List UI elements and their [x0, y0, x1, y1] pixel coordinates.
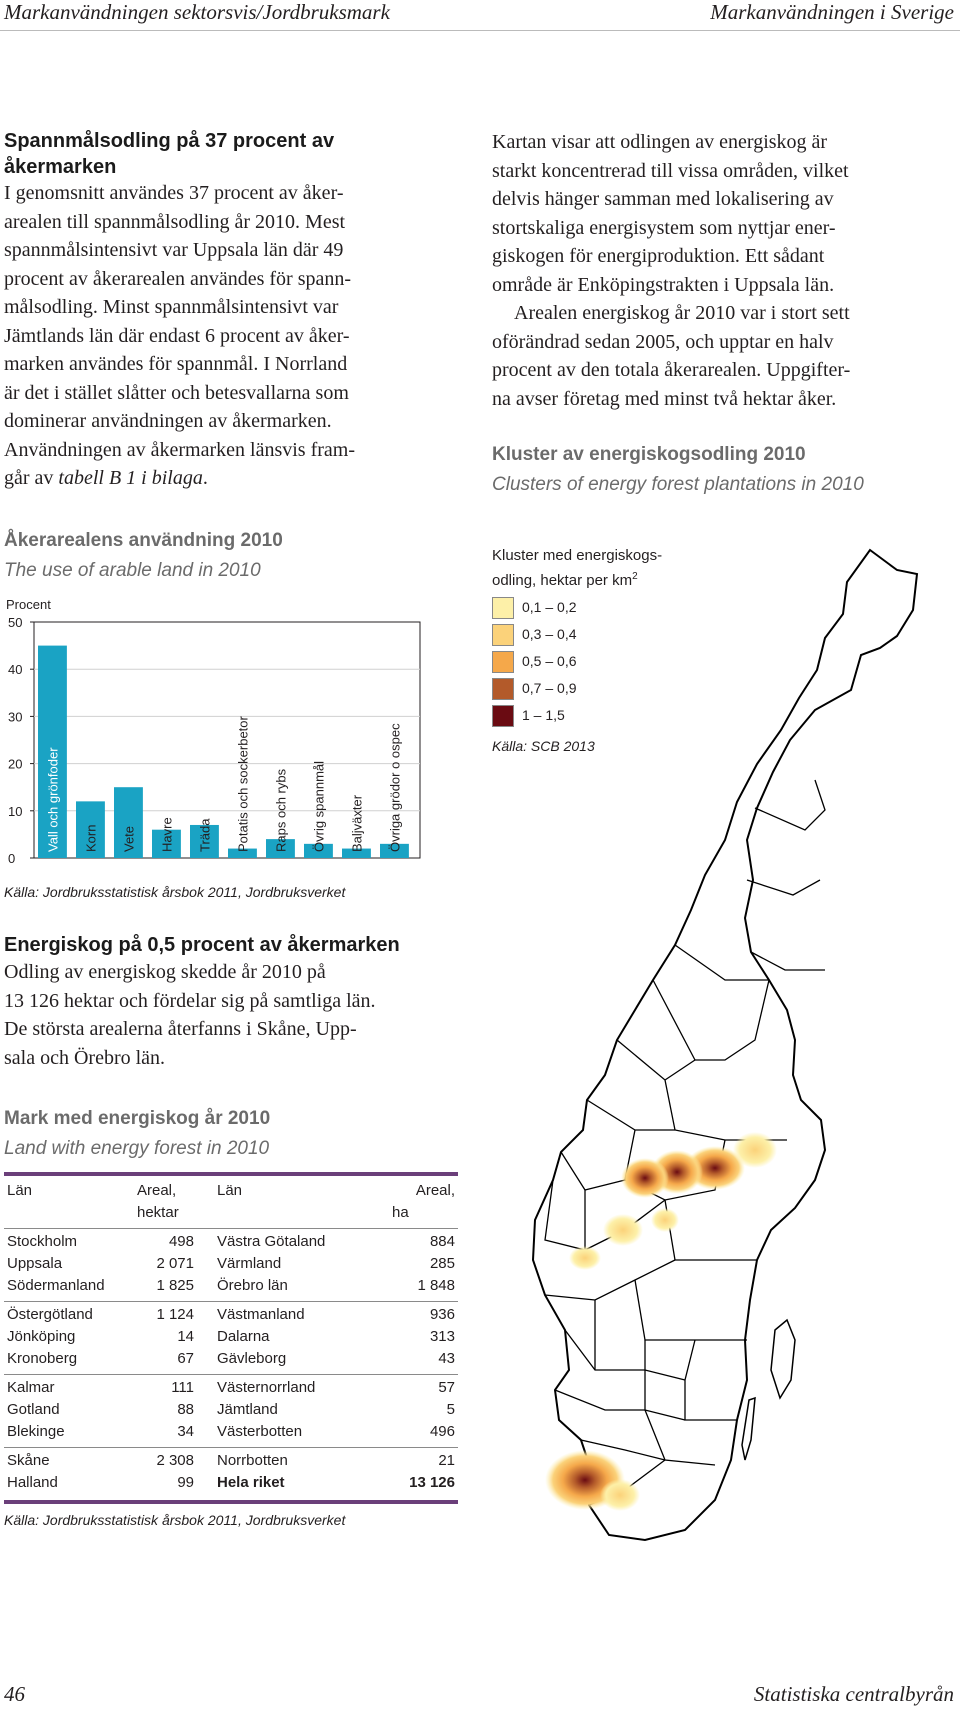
bar-category-label: Potatis och sockerbetor [235, 716, 251, 852]
legend-label: 0,7 – 0,9 [522, 680, 577, 696]
county-area: 936 [429, 1306, 455, 1323]
section-cereal-last-line [4, 464, 444, 493]
legend-title-line1: Kluster med energiskogs- [492, 547, 663, 564]
table-row [4, 1450, 458, 1472]
county-name: Norrbotten [217, 1452, 288, 1469]
chart-title: Åkerarealens användning 2010 [4, 530, 283, 551]
table-row [4, 1304, 458, 1326]
legend-label: 1 – 1,5 [522, 707, 565, 723]
section-right-lines-line: Kartan visar att odlingen av energiskog är [492, 131, 828, 153]
header-unit-1: hektar [137, 1204, 179, 1221]
table-group-rule [4, 1374, 458, 1375]
section1-lines-line: Användningen av åkermarken länsvis fram- [4, 438, 355, 461]
section1-lines-line: I genomsnitt användes 37 procent av åker- [4, 182, 344, 204]
bar-category-label: Vall och grönfoder [45, 747, 61, 852]
legend-swatch [492, 651, 514, 673]
county-name: Jönköping [7, 1328, 76, 1345]
county-area: 88 [177, 1401, 194, 1418]
county-name: Östergötland [7, 1306, 93, 1323]
legend-swatch [492, 678, 514, 700]
section2-lines-line: sala och Örebro län. [4, 1046, 166, 1069]
energy-forest-table [4, 1180, 458, 1504]
running-header-left: Markanvändningen sektorsvis/Jordbruksmark [4, 0, 390, 24]
header-unit-2: ha [392, 1204, 409, 1221]
bar-category-label: Havre [159, 817, 175, 852]
y-tick-label: 0 [8, 851, 16, 866]
county-area: 1 825 [156, 1277, 194, 1294]
county-area: 285 [429, 1255, 455, 1272]
section-cereal [4, 128, 444, 493]
county-name: Dalarna [217, 1328, 270, 1345]
county-name: Kronoberg [7, 1350, 78, 1367]
county-name: Västerbotten [217, 1423, 303, 1440]
table-row [4, 1377, 458, 1399]
section-right-lines-line: delvis hänger samman med lokalisering av [492, 188, 834, 210]
county-area: 884 [429, 1233, 455, 1250]
y-tick-label: 30 [8, 709, 23, 725]
table-header [4, 1180, 458, 1224]
table-group-rule [4, 1301, 458, 1302]
county-area: 99 [177, 1474, 194, 1491]
county-name: Kalmar [7, 1379, 55, 1396]
table-group [4, 1304, 458, 1370]
map-text-para1 [492, 128, 952, 299]
county-area: 498 [168, 1233, 194, 1250]
legend-title-line2: odling, hektar per km [492, 572, 633, 589]
last-line-suffix: . [202, 467, 208, 489]
section1-lines-line: arealen till spannmålsodling år 2010. Mest [4, 210, 346, 233]
section-right-para2-line: procent av den totala åkerarealen. Uppgifter- [492, 359, 851, 381]
table-subtitle: Land with energy forest in 2010 [4, 1138, 270, 1159]
y-tick-label: 50 [8, 615, 23, 630]
header-areal-2: Areal, [415, 1182, 455, 1199]
header-lan-2: Län [217, 1182, 243, 1199]
section2-lines-line: Odling av energiskog skedde år 2010 på [4, 961, 326, 983]
y-tick-label: 10 [8, 803, 23, 819]
county-area: 14 [177, 1328, 194, 1345]
county-name: Södermanland [7, 1277, 105, 1294]
table-row [4, 1421, 458, 1443]
county-name: Hela riket [217, 1474, 285, 1491]
section-cereal-title [4, 128, 444, 180]
section1-lines-line: Jämtlands län där endast 6 procent av åker- [4, 324, 350, 347]
section1-lines-line: målsodling. Minst spannmålsintensivt var [4, 296, 339, 318]
table-source: Källa: Jordbruksstatistisk årsbok 2011, Jordbruksverket [4, 1512, 346, 1528]
legend-swatch [492, 597, 514, 619]
bar-category-label: Korn [83, 824, 99, 852]
county-name: Västra Götaland [217, 1233, 326, 1250]
y-tick-label: 20 [8, 756, 23, 772]
county-name: Skåne [7, 1452, 50, 1469]
section1-lines-line: är det i stället slåtter och betesvallarna som [4, 381, 349, 404]
county-area: 21 [438, 1452, 455, 1469]
table-row [4, 1275, 458, 1297]
publisher: Statistiska centralbyrån [753, 1682, 954, 1706]
table-group-rule [4, 1228, 458, 1229]
last-line-prefix: går av [4, 467, 59, 489]
county-area: 1 848 [417, 1277, 455, 1294]
county-name: Gotland [7, 1401, 60, 1418]
county-area: 5 [446, 1401, 455, 1418]
county-area: 2 071 [156, 1255, 194, 1272]
county-name: Halland [7, 1474, 58, 1491]
section1-lines-line: marken användes för spannmål. I Norrland [4, 353, 348, 375]
section-energy-forest-body [4, 958, 464, 1072]
county-area: 496 [429, 1423, 455, 1440]
section2-lines-line: 13 126 hektar och fördelar sig på samtliga län. [4, 989, 376, 1012]
county-name: Uppsala [7, 1255, 63, 1272]
table-group-rule [4, 1447, 458, 1448]
county-area: 313 [429, 1328, 455, 1345]
table-row [4, 1348, 458, 1370]
bar-category-label: Övrig spannmål [311, 760, 327, 852]
table-group [4, 1450, 458, 1494]
map-source: Källa: SCB 2013 [492, 738, 595, 754]
section1-lines-line: procent av åkerarealen användes för spann- [4, 267, 352, 290]
section-cereal-title-line1: Spannmålsodling på 37 procent av [4, 130, 335, 152]
legend-label: 0,5 – 0,6 [522, 653, 577, 669]
header-rule [0, 30, 960, 31]
table-row [4, 1326, 458, 1348]
county-name: Stockholm [7, 1233, 78, 1250]
gotland-island [771, 1320, 795, 1398]
section-right-lines-line: starkt koncentrerad till vissa områden, vilket [492, 159, 849, 182]
county-name: Västmanland [217, 1306, 305, 1323]
section-right-para2-line: Arealen energiskog år 2010 var i stort sett [514, 302, 850, 324]
section-energy-forest-title: Energiskog på 0,5 procent av åkermarken [4, 934, 400, 956]
legend-swatch [492, 624, 514, 646]
county-name: Västernorrland [217, 1379, 316, 1396]
county-area: 43 [438, 1350, 455, 1367]
table-reference-link: tabell B 1 i bilaga [58, 467, 203, 489]
table-bottom-rule [4, 1500, 458, 1504]
county-area: 67 [177, 1350, 194, 1367]
bar-category-label: Övriga grödor o ospec [387, 723, 403, 852]
table-title: Mark med energiskog år 2010 [4, 1108, 271, 1129]
table-row [4, 1472, 458, 1494]
section-cereal-title-line2: åkermarken [4, 156, 117, 178]
county-name: Blekinge [7, 1423, 65, 1440]
legend-label: 0,1 – 0,2 [522, 599, 577, 615]
running-header-right: Markanvändningen i Sverige [710, 0, 954, 24]
header-areal-1: Areal, [137, 1182, 177, 1199]
county-name: Örebro län [217, 1277, 288, 1294]
table-body [4, 1228, 458, 1494]
table-row [4, 1399, 458, 1421]
legend-label: 0,3 – 0,4 [522, 626, 577, 642]
sweden-map [525, 540, 960, 1580]
county-area: 111 [171, 1379, 194, 1396]
county-name: Värmland [217, 1255, 282, 1272]
oland-island [742, 1398, 755, 1460]
chart-ylabel: Procent [6, 597, 51, 612]
y-tick-label: 40 [8, 662, 23, 678]
bar-category-label: Träda [197, 818, 213, 852]
chart-source: Källa: Jordbruksstatistisk årsbok 2011, Jordbruksverket [4, 884, 346, 900]
bar-category-label: Raps och rybs [273, 768, 289, 852]
section2-lines-line: De största arealerna återfanns i Skåne, Upp- [4, 1018, 357, 1040]
sweden-outline [533, 550, 917, 1540]
header-lan-1: Län [7, 1182, 33, 1199]
section-map-text [492, 128, 952, 413]
legend-title-sup: 2 [632, 571, 638, 582]
map-text-para2 [492, 299, 952, 413]
chart-subtitle: The use of arable land in 2010 [4, 560, 261, 581]
map-subtitle: Clusters of energy forest plantations in 2010 [492, 474, 864, 495]
county-name: Gävleborg [217, 1350, 287, 1367]
bar-chart [0, 610, 430, 870]
county-area: 2 308 [156, 1452, 194, 1469]
section-right-lines-line: område är Enköpingstrakten i Uppsala län. [492, 273, 835, 296]
section1-lines-line: dominerar användningen av åkermarken. [4, 410, 332, 432]
county-area: 34 [177, 1423, 194, 1440]
table-row [4, 1231, 458, 1253]
table-group [4, 1377, 458, 1443]
county-area: 13 126 [409, 1474, 455, 1491]
section1-lines-line: spannmålsintensivt var Uppsala län där 49 [4, 239, 344, 261]
county-area: 57 [438, 1379, 455, 1396]
section-right-lines-line: stortskaliga energisystem som nyttjar ener- [492, 216, 836, 239]
bar-category-label: Vete [121, 825, 137, 852]
map-title: Kluster av energiskogsodling 2010 [492, 444, 806, 465]
county-area: 1 124 [156, 1306, 194, 1323]
table-top-rule [4, 1172, 458, 1176]
bar-category-label: Baljväxter [349, 794, 365, 852]
page-number: 46 [4, 1682, 25, 1706]
section-right-lines-line: giskogen för energiproduktion. Ett sådant [492, 245, 825, 267]
section-energy-forest [4, 932, 464, 1072]
table-group [4, 1231, 458, 1297]
table-row [4, 1253, 458, 1275]
section-right-para2-line: oförändrad sedan 2005, och upptar en halv [492, 330, 834, 353]
county-name: Jämtland [217, 1401, 278, 1418]
section-right-para2-line: na avser företag med minst två hektar åker. [492, 387, 837, 410]
legend-swatch [492, 705, 514, 727]
section-cereal-body [4, 179, 444, 464]
